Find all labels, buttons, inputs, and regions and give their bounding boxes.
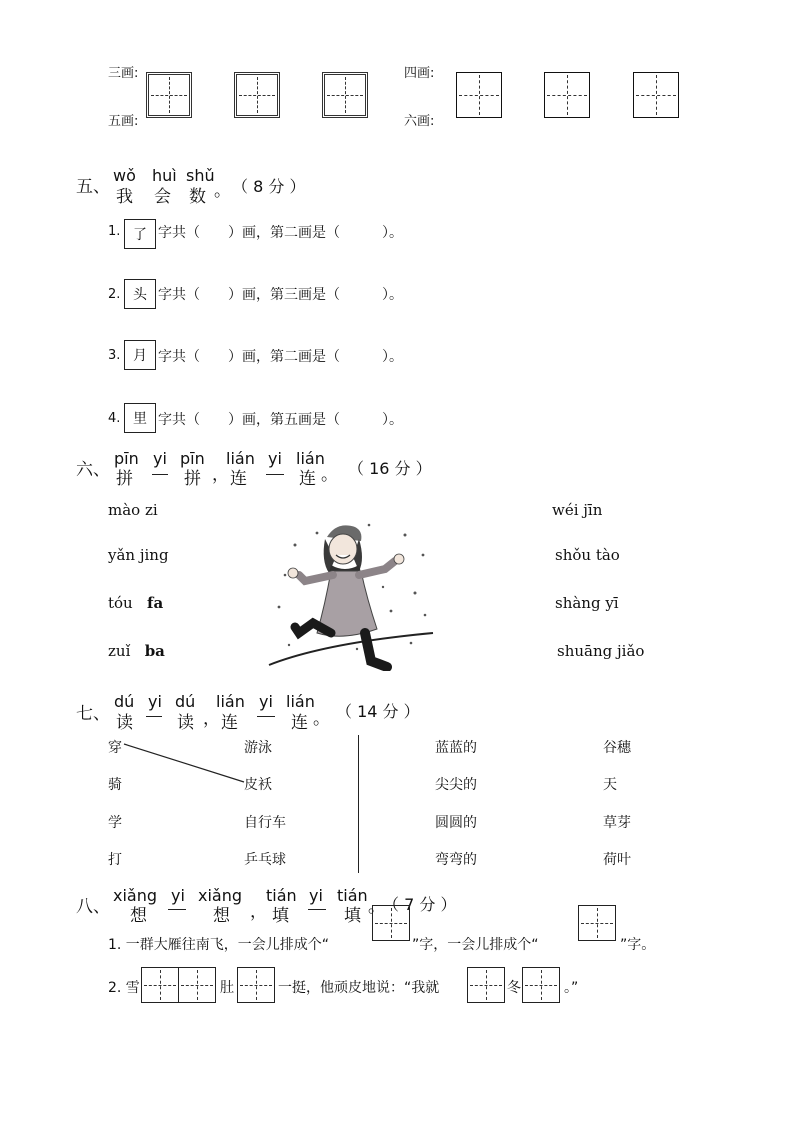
hanzi: 连 — [221, 713, 238, 733]
noun-item[interactable]: 乒乓球 — [244, 852, 286, 868]
question-2-text: 2. 雪 — [108, 980, 140, 996]
pinyin-right: shǒu tào — [555, 546, 620, 564]
question-2-text: 一挺，他顽皮地说：“我就 — [278, 980, 440, 996]
pinyin-left: zuǐ ba — [108, 642, 165, 660]
pinyin-right: wéi jīn — [552, 501, 603, 519]
section-score: （ 14 分 ） — [336, 702, 420, 721]
grid-box[interactable] — [456, 72, 502, 118]
object-item[interactable]: 谷穗 — [603, 740, 631, 756]
grid-box[interactable] — [322, 72, 368, 118]
question-text: 字共（ ）画，第二画是（ ）。 — [158, 349, 403, 365]
pinyin: pīn — [114, 449, 139, 468]
hanzi: 数 — [189, 187, 206, 207]
dash-line — [257, 716, 275, 717]
dash-line — [266, 474, 284, 475]
pinyin: pīn — [180, 449, 205, 468]
answer-grid[interactable] — [178, 967, 216, 1003]
noun-item[interactable]: 游泳 — [244, 740, 272, 756]
hanzi: 想 — [130, 906, 147, 926]
column-divider — [358, 735, 359, 873]
grid-box[interactable] — [633, 72, 679, 118]
pinyin: lián — [296, 449, 325, 468]
noun-item[interactable]: 自行车 — [244, 815, 286, 831]
pinyin: xiǎng — [198, 886, 243, 905]
grid-box[interactable] — [544, 72, 590, 118]
section-score: （ 16 分 ） — [348, 459, 432, 478]
comma: ， — [203, 709, 220, 729]
item-number: 1. — [108, 224, 121, 239]
object-item[interactable]: 天 — [603, 777, 617, 793]
pinyin-right: shuāng jiǎo — [557, 642, 645, 660]
adjective-item[interactable]: 圆圆的 — [435, 815, 477, 831]
pinyin-left: mào zi — [108, 501, 158, 519]
section-number: 八、 — [76, 897, 110, 917]
verb-item[interactable]: 骑 — [108, 777, 122, 793]
pinyin: yi — [153, 449, 167, 468]
pinyin: yi — [148, 692, 162, 711]
section-score: （ 7 分 ） — [383, 895, 457, 914]
pinyin: yi — [171, 886, 185, 905]
pinyin: tián — [266, 886, 297, 905]
answer-grid[interactable] — [522, 967, 560, 1003]
pinyin: yi — [259, 692, 273, 711]
question-2-text: 冬 — [507, 980, 521, 996]
question-1-text: 1. 一群大雁往南飞，一会儿排成个“ — [108, 937, 330, 953]
hanzi: 连 — [230, 469, 247, 489]
comma: ， — [250, 902, 267, 922]
pinyin: tián — [337, 886, 368, 905]
label-six-strokes: 六画: — [404, 114, 435, 129]
hanzi: 读 — [177, 713, 194, 733]
section-number: 五、 — [76, 177, 110, 197]
period: 。 — [214, 181, 231, 201]
label-three-strokes: 三画: — [108, 66, 139, 81]
item-number: 3. — [108, 348, 121, 363]
pinyin: huì — [152, 166, 177, 185]
question-text: 字共（ ）画，第五画是（ ）。 — [158, 412, 403, 428]
dash-line — [146, 716, 162, 717]
char-box: 里 — [124, 403, 156, 433]
hanzi: 填 — [344, 906, 361, 926]
pinyin-left: tóu fa — [108, 594, 164, 612]
object-item[interactable]: 荷叶 — [603, 852, 631, 868]
answer-grid[interactable] — [141, 967, 179, 1003]
pinyin-right: shàng yī — [555, 594, 619, 612]
label-five-strokes: 五画: — [108, 114, 139, 129]
hanzi: 填 — [272, 906, 289, 926]
grid-box[interactable] — [146, 72, 192, 118]
period: 。 — [313, 709, 330, 729]
hanzi: 想 — [213, 906, 230, 926]
question-text: 字共（ ）画，第三画是（ ）。 — [158, 287, 403, 303]
hanzi: 我 — [116, 187, 133, 207]
dash-line — [308, 909, 326, 910]
section-score: （ 8 分 ） — [232, 177, 306, 196]
question-2-text: 肚 — [220, 980, 234, 996]
period: 。 — [368, 897, 385, 917]
hanzi: 拼 — [116, 469, 133, 489]
answer-grid[interactable] — [237, 967, 275, 1003]
char-box: 月 — [124, 340, 156, 370]
item-number: 4. — [108, 411, 121, 426]
answer-grid[interactable] — [372, 905, 410, 941]
hanzi: 拼 — [184, 469, 201, 489]
pinyin: yi — [268, 449, 282, 468]
verb-item[interactable]: 学 — [108, 815, 122, 831]
verb-item[interactable]: 穿 — [108, 740, 122, 756]
hanzi: 连 — [291, 713, 308, 733]
pinyin: lián — [286, 692, 315, 711]
question-1-text: ”字，一会儿排成个“ — [412, 937, 539, 953]
pinyin: xiǎng — [113, 886, 158, 905]
adjective-item[interactable]: 蓝蓝的 — [435, 740, 477, 756]
answer-grid[interactable] — [467, 967, 505, 1003]
object-item[interactable]: 草芽 — [603, 815, 631, 831]
question-1-text: ”字。 — [620, 937, 656, 953]
noun-item[interactable]: 皮袄 — [244, 777, 272, 793]
connect-line-example — [120, 740, 250, 784]
adjective-item[interactable]: 弯弯的 — [435, 852, 477, 868]
char-box: 了 — [124, 219, 156, 249]
grid-box[interactable] — [234, 72, 280, 118]
label-four-strokes: 四画: — [404, 66, 435, 81]
section-number: 六、 — [76, 460, 110, 480]
pinyin: shǔ — [186, 166, 215, 185]
pinyin: dú — [114, 692, 135, 711]
section-number: 七、 — [76, 704, 110, 724]
pinyin: dú — [175, 692, 196, 711]
verb-item[interactable]: 打 — [108, 852, 122, 868]
hanzi: 连 — [299, 469, 316, 489]
pinyin: yi — [309, 886, 323, 905]
hanzi: 读 — [116, 713, 133, 733]
pinyin: lián — [226, 449, 255, 468]
answer-grid[interactable] — [578, 905, 616, 941]
comma: ， — [212, 465, 229, 485]
question-2-text: 。” — [564, 980, 579, 996]
dash-line — [168, 909, 186, 910]
girl-in-snow-illustration — [265, 515, 437, 671]
char-box: 头 — [124, 279, 156, 309]
pinyin: lián — [216, 692, 245, 711]
period: 。 — [321, 465, 338, 485]
adjective-item[interactable]: 尖尖的 — [435, 777, 477, 793]
pinyin: wǒ — [113, 166, 136, 185]
item-number: 2. — [108, 287, 121, 302]
hanzi: 会 — [154, 187, 171, 207]
pinyin-left: yǎn jing — [108, 546, 169, 564]
question-text: 字共（ ）画，第二画是（ ）。 — [158, 225, 403, 241]
dash-line — [152, 474, 168, 475]
